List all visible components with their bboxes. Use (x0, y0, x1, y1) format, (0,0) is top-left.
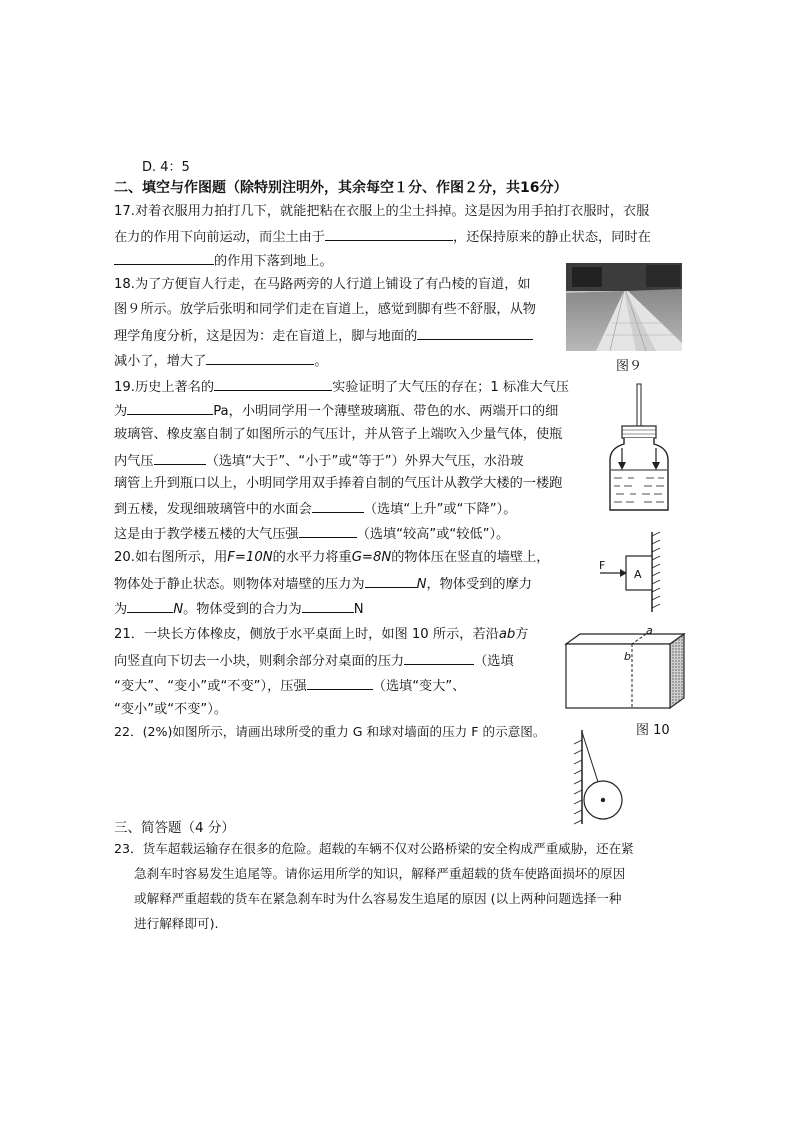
answer-blank[interactable] (206, 352, 314, 365)
figure10-caption: 图 10 (636, 723, 670, 738)
q17-line2: 在力的作用下向前运动，而尘土由于 ，还保持原来的静止状态，同时在 (114, 230, 651, 245)
q21-line1: 21．一块长方体橡皮，侧放于水平桌面上时，如图 10 所示，若沿ab方 (114, 627, 529, 642)
q21-line3: “变大”、“变小”或“不变”），压强 （选填“变大”、 (114, 679, 466, 694)
blind-path-photo (566, 263, 682, 351)
answer-blank[interactable] (312, 500, 364, 513)
answer-blank[interactable] (325, 228, 453, 241)
answer-blank[interactable] (307, 677, 373, 690)
hanging-ball-figure (570, 730, 626, 826)
force-label-f: F (599, 559, 606, 572)
answer-blank[interactable] (154, 452, 206, 465)
q17-line3: 的作用下落到地上。 (114, 252, 333, 270)
q18-line4: 减小了，增大了 。 (114, 354, 328, 369)
option-d: D. 4：5 (142, 160, 190, 175)
force-wall-figure (596, 532, 666, 614)
q21-line2: 向竖直向下切去一小块，则剩余部分对桌面的压力 （选填 (114, 654, 514, 669)
q19-line2: 为 Pa，小明同学用一个薄壁玻璃瓶、带色的水、两端开口的细 (114, 404, 559, 419)
eraser-figure (564, 630, 688, 710)
q17-line1: 17.对着衣服用力拍打几下，就能把粘在衣服上的尘土抖掉。这是因为用手拍打衣服时，衣服 (114, 204, 650, 219)
block-label-a: A (634, 568, 642, 581)
section2-heading: 二、填空与作图题（除特别注明外，其余每空１分、作图２分，共16分） (114, 180, 568, 196)
section3-heading: 三、简答题（4 分） (114, 820, 235, 836)
q22-text: 22．(2%)如图所示，请画出球所受的重力 G 和球对墙面的压力 F 的示意图。 (114, 724, 546, 739)
q20-line3: 为 N。物体受到的合力为 N (114, 602, 364, 617)
q19-line5: 璃管上升到瓶口以上，小明同学用双手捧着自制的气压计从教学大楼的一楼跑 (114, 476, 563, 491)
answer-blank[interactable] (302, 600, 354, 613)
q19-line4: 内气压 （选填“大于”、“小于”或“等于”）外界大气压，水沿玻 (114, 454, 524, 469)
q18-line2: 图９所示。放学后张明和同学们走在盲道上，感觉到脚有些不舒服，从物 (114, 302, 536, 317)
figure9-caption: 图９ (616, 359, 643, 374)
q19-line3: 玻璃管、橡皮塞自制了如图所示的气压计，并从管子上端吹入少量气体，使瓶 (114, 427, 563, 442)
q20-line1: 20.如右图所示，用F=10N的水平力将重G=8N的物体压在竖直的墙壁上， (114, 550, 550, 565)
q23-line3: 或解释严重超载的货车在紧急刹车时为什么容易发生追尾的原因 (以上两种问题选择一种 (134, 891, 622, 906)
point-label-b: b (624, 650, 631, 663)
q19-line6: 到五楼，发现细玻璃管中的水面会 （选填“上升”或“下降”）。 (114, 502, 517, 517)
q19-line7: 这是由于教学楼五楼的大气压强 （选填“较高”或“较低”）。 (114, 527, 510, 542)
q23-line4: 进行解释即可). (134, 916, 219, 931)
answer-blank[interactable] (365, 575, 417, 588)
q18-line1: 18.为了方便盲人行走，在马路两旁的人行道上铺设了有凸棱的盲道，如 (114, 277, 531, 292)
point-label-a: a (646, 624, 653, 637)
answer-blank[interactable] (127, 600, 173, 613)
q20-line2: 物体处于静止状态。则物体对墙壁的压力为 N，物体受到的摩力 (114, 577, 532, 592)
answer-blank[interactable] (114, 252, 214, 265)
q23-line2: 急刹车时容易发生追尾等。请你运用所学的知识，解释严重超载的货车使路面损坏的原因 (134, 866, 626, 881)
answer-blank[interactable] (404, 652, 474, 665)
barometer-figure (604, 384, 674, 514)
answer-blank[interactable] (417, 327, 533, 340)
answer-blank[interactable] (127, 402, 213, 415)
answer-blank[interactable] (214, 378, 332, 391)
answer-blank[interactable] (299, 525, 357, 538)
q21-line4: “变小”或“不变”）。 (114, 702, 228, 717)
q19-line1: 19.历史上著名的 实验证明了大气压的存在；1 标准大气压 (114, 380, 569, 395)
q23-line1: 23．货车超载运输存在很多的危险。超载的车辆不仅对公路桥梁的安全构成严重威胁，还在紧 (114, 841, 634, 856)
q18-line3: 理学角度分析，这是因为：走在盲道上，脚与地面的 (114, 327, 533, 345)
